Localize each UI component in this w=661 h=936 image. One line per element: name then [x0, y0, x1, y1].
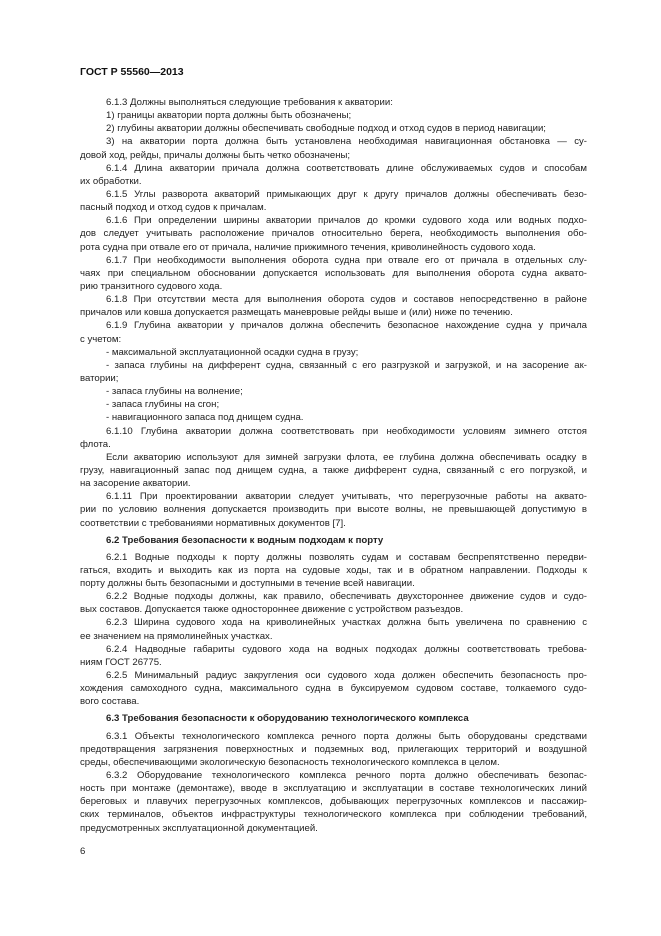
paragraph — [80, 551, 587, 590]
paragraph — [80, 162, 587, 188]
text-line: пасный подход и отход судов к причалам. — [80, 202, 267, 214]
text-line: предусмотренных эксплуатационной документацией. — [80, 822, 318, 834]
text-line: 6.2.4 Надводные габариты судового хода на водных подходах должны соответствовать требова- — [106, 643, 587, 655]
text-line: 6.1.4 Длина акватории причала должна соответствовать длине обслуживаемых судов и способам — [106, 162, 587, 174]
paragraph — [80, 451, 587, 490]
text-line: рию транзитного судового хода. — [80, 280, 223, 292]
text-line: вого состава. — [80, 696, 140, 708]
text-line: 6.2.3 Ширина судового хода на криволинейных участках должна быть увеличена по сравнению с — [106, 617, 587, 629]
text-line: порту должны быть безопасными и доступными в течение всей навигации. — [80, 578, 415, 590]
paragraph — [80, 425, 587, 451]
text-line: дов следует учитывать расположение причалов относительно берега, необходимость выполнения обо- — [80, 228, 587, 240]
paragraph — [80, 96, 587, 109]
text-line: 6.3.2 Оборудование технологического комплекса речного порта должно обеспечивать безопас- — [106, 770, 587, 782]
paragraph — [80, 730, 587, 769]
text-line: - запаса глубины на волнение; — [106, 386, 243, 398]
section-heading — [80, 712, 587, 725]
text-line: 6.3.1 Объекты технологического комплекса речного порта должны быть оборудованы средствами — [106, 730, 587, 742]
text-line: соответствии с требованиями нормативных документов [7]. — [80, 517, 346, 529]
paragraph — [80, 346, 587, 359]
text-line: ских терминалов, объектов инфраструктуры технологического комплекса при соблюдении требований, — [80, 809, 587, 821]
paragraph — [80, 254, 587, 293]
text-line: ность при монтаже (демонтаже), вводе в эксплуатацию и эксплуатации в составе технологических линий — [80, 783, 587, 795]
text-line: 1) границы акватории порта должны быть обозначены; — [106, 110, 352, 122]
text-line: - запаса глубины на сгон; — [106, 399, 220, 411]
text-line: береговых и плавучих перегрузочных комплексов, добывающих перегрузочных комплексов и пассажир- — [80, 796, 587, 808]
text-line: на засорение акватории. — [80, 478, 191, 490]
text-line: причалов или ковша допускается размещать маневровые рейды выше и (или) ниже по течению. — [80, 307, 513, 319]
paragraph — [80, 643, 587, 669]
text-line: 2) глубины акватории должны обеспечивать свободные подход и отход судов в период навигации; — [106, 123, 546, 135]
text-line: гаться, входить и выходить как из порта на судовые ходы, так и в обратном направлении. Подходы к — [80, 564, 587, 576]
text-line: 6.1.6 При определении ширины акватории причалов до кромки судового хода или водных подхо- — [106, 215, 587, 227]
document-body — [80, 96, 587, 835]
text-line: ниям ГОСТ 26775. — [80, 656, 162, 668]
text-line: 3) на акватории порта должна быть установлена необходимая навигационная обстановка — су- — [106, 136, 587, 148]
text-line: 6.2.2 Водные подходы должны, как правило, обеспечивать двухстороннее движение судов и судо- — [106, 591, 587, 603]
text-line: Если акваторию используют для зимней загрузки флота, ее глубина должна обеспечивать осадку в — [106, 451, 587, 463]
paragraph — [80, 214, 587, 253]
paragraph — [80, 319, 587, 345]
text-line: с учетом: — [80, 333, 122, 345]
text-line: 6.1.3 Должны выполняться следующие требования к акватории: — [106, 97, 393, 108]
paragraph — [80, 135, 587, 161]
paragraph — [80, 769, 587, 835]
text-line: рии по условию волнения допускается производить при высоте волны, не превышающей допустимую в — [80, 504, 587, 516]
paragraph — [80, 122, 587, 135]
paragraph — [80, 359, 587, 385]
text-line: 6.2.5 Минимальный радиус закругления оси судового хода должен обеспечить безопасность про- — [106, 670, 587, 682]
text-line: - максимальной эксплуатационной осадки судна в грузу; — [106, 346, 359, 358]
text-line: 6.3 Требования безопасности к оборудованию технологического комплекса — [106, 713, 469, 725]
page-number: 6 — [80, 846, 86, 857]
text-line: предотвращения загрязнения поверхностных и подземных вод, прилегающих территорий и воздушной — [80, 743, 587, 755]
text-line: рота судна при отвале его от причала, наличие прижимного течения, криволинейность судового хода. — [80, 241, 536, 253]
text-line: 6.2.1 Водные подходы к порту должны позволять судам и составам беспрепятственно передви- — [106, 551, 587, 563]
paragraph — [80, 590, 587, 616]
paragraph — [80, 293, 587, 319]
text-line: 6.1.7 При необходимости выполнения оборота судна при отвале его от причала в отдельных слу- — [106, 254, 587, 266]
text-line: чаях при специальном обосновании допускается использовать для выполнения оборота судна аквато- — [80, 267, 587, 279]
paragraph — [80, 385, 587, 398]
text-line: - запаса глубины на дифферент судна, связанный с его разгрузкой и загрузкой, и на засорение ак- — [106, 359, 587, 371]
text-line: 6.1.11 При проектировании акватории следует учитывать, что перегрузочные работы на аквато- — [106, 491, 587, 503]
text-line: хождения самоходного судна, максимального судна в буксируемом судовом составе, толкаемого судо- — [80, 683, 587, 695]
text-line: - навигационного запаса под днищем судна. — [106, 412, 304, 424]
paragraph — [80, 616, 587, 642]
text-line: ватории; — [80, 372, 119, 384]
text-line: 6.1.5 Углы разворота акваторий примыкающих друг к другу причалов должны обеспечивать безо- — [106, 188, 587, 200]
paragraph — [80, 109, 587, 122]
text-line: 6.1.10 Глубина акватории должна соответствовать при необходимости условиям зимнего отстоя — [106, 425, 587, 437]
paragraph — [80, 669, 587, 708]
paragraph — [80, 411, 587, 424]
text-line: довой ход, рейды, причалы должны быть четко обозначены; — [80, 149, 351, 161]
text-line: вых составов. Допускается также одностороннее движение с устройством разъездов. — [80, 604, 464, 616]
text-line: 6.1.9 Глубина акватории у причалов должна обеспечить безопасное нахождение судна у причала — [106, 320, 587, 332]
paragraph — [80, 490, 587, 529]
text-line: флота. — [80, 438, 111, 450]
text-line: среды, обеспечивающими экологическую безопасность технологического комплекса в целом. — [80, 756, 500, 768]
text-line: грузу, навигационный запас под днищем судна, а также дифферент судна, связанный с его погрузкой, и — [80, 464, 587, 476]
text-line: 6.1.8 При отсутствии места для выполнения оборота судов и составов непосредственно в районе — [106, 294, 587, 306]
text-line: 6.2 Требования безопасности к водным подходам к порту — [106, 534, 384, 546]
paragraph — [80, 188, 587, 214]
document-header: ГОСТ Р 55560—2013 — [80, 66, 184, 78]
section-heading — [80, 534, 587, 547]
text-line: ее значением на прямолинейных участках. — [80, 630, 273, 642]
paragraph — [80, 398, 587, 411]
text-line: их обработки. — [80, 175, 142, 187]
